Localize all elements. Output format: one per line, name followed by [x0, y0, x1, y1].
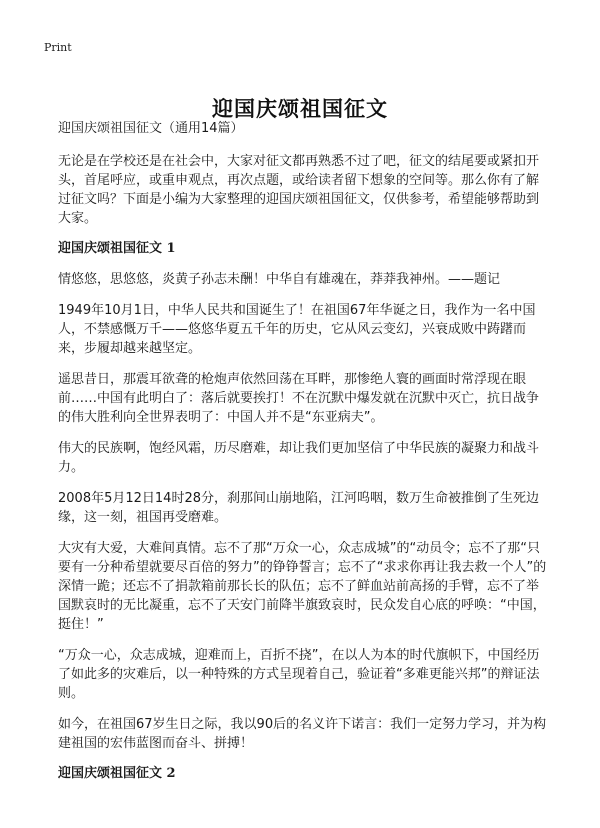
paragraph: 2008年5月12日14时28分，刹那间山崩地陷，江河呜咽，数万生命被推倒了生死边缘，这一刻，祖国再受磨难。 — [58, 491, 539, 525]
print-label: Print — [44, 41, 72, 54]
paragraph: 大灾有大爱，大难间真情。忘不了那“万众一心，众志成城”的“动员令；忘不了那“只要有一分种希望就要尽百倍的努力”的铮铮誓言；忘不了“求求你再让我去救一个人”的深情一跪；还忘不了捐款箱前那长长的队伍；忘不了鲜血站前高扬的手臂，忘不了举国默哀时的无比凝重，忘不了天安门前降半旗致哀时，民众发自心底的呼唤：“中国，挺住！” — [58, 541, 547, 632]
paragraph: 情悠悠，思悠悠，炎黄子孙志未酬！中华自有雄魂在，莽莽我神州。——题记 — [58, 272, 501, 287]
paragraph: 如今，在祖国67岁生日之际，我以90后的名义许下诺言：我们一定努力学习，并为构建祖国的宏伟蓝图而奋斗、拼搏！ — [58, 717, 547, 751]
section-heading-2: 迎国庆颂祖国征文 2 — [58, 766, 176, 781]
section-heading-1: 迎国庆颂祖国征文 1 — [58, 241, 176, 256]
intro-paragraph: 无论是在学校还是在社会中，大家对征文都再熟悉不过了吧，征文的结尾要或紧扣开头，首尾呼应，或重申观点，再次点题，或给读者留下想象的空间等。那么你有了解过征文吗？下面是小编为大家整理的迎国庆颂祖国征文，仅供参考，希望能够帮助到大家。 — [58, 154, 540, 226]
article-body — [58, 120, 550, 795]
page-title: 迎国庆颂祖国征文 — [212, 96, 388, 122]
paragraph: 1949年10月1日，中华人民共和国诞生了！在祖国67年华诞之日，我作为一名中国人，不禁感慨万千——悠悠华夏五千年的历史，它从风云变幻，兴衰成败中踌躇而来，步履却越来越坚定。 — [58, 303, 536, 356]
paragraph: “万众一心，众志成城，迎难而上，百折不挠”，在以人为本的时代旗帜下，中国经历了如此多的灾难后，以一种特殊的方式呈现着自己，验证着“多难更能兴邦”的辩证法则。 — [58, 648, 540, 701]
paragraph: 遥思昔日，那震耳欲聋的枪炮声依然回荡在耳畔，那惨绝人寰的画面时常浮现在眼前……中国有此明白了：落后就要挨打！不在沉默中爆发就在沉默中灭亡，抗日战争的伟大胜利向全世界表明了：中国人并不是“东亚病夫”。 — [58, 372, 540, 425]
article-subtitle: 迎国庆颂祖国征文（通用14篇） — [58, 121, 244, 136]
paragraph: 伟大的民族啊，饱经风霜，历尽磨难，却让我们更加坚信了中华民族的凝聚力和战斗力。 — [58, 441, 540, 475]
